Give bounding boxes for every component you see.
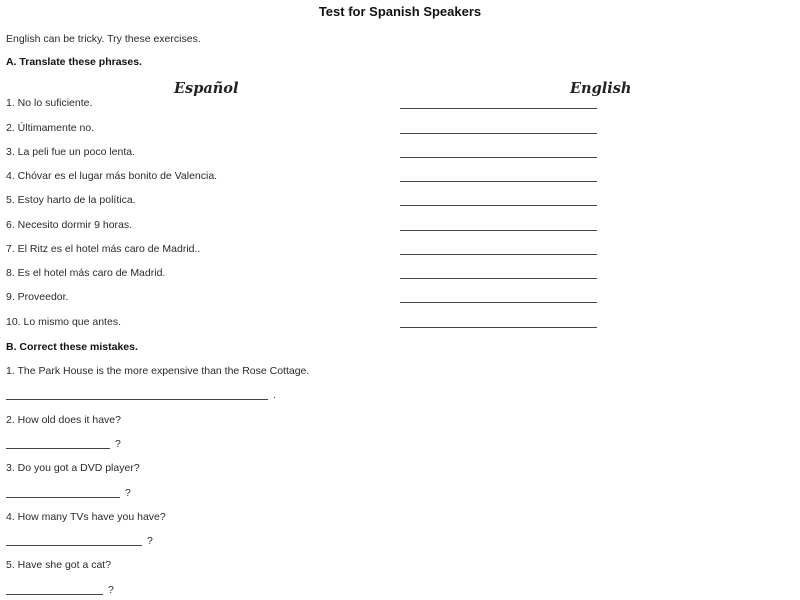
- spanish-phrase: 7. El Ritz es el hotel más caro de Madrid..: [6, 243, 201, 255]
- column-header-english: English: [570, 80, 632, 97]
- mistake-sentence: 2. How old does it have?: [6, 414, 121, 426]
- mistake-sentence: 1. The Park House is the more expensive than the Rose Cottage.: [6, 365, 310, 377]
- sentence-end-punctuation: ?: [125, 487, 131, 499]
- page-title: Test for Spanish Speakers: [318, 4, 482, 19]
- mistake-sentence: 4. How many TVs have you have?: [6, 511, 166, 523]
- spanish-phrase: 6. Necesito dormir 9 horas.: [6, 219, 133, 231]
- correction-blank[interactable]: [6, 448, 110, 449]
- spanish-phrase: 10. Lo mismo que antes.: [6, 316, 121, 328]
- correction-blank[interactable]: [6, 399, 268, 400]
- section-b-heading: B. Correct these mistakes.: [6, 341, 138, 353]
- english-answer-blank[interactable]: [400, 254, 597, 255]
- english-answer-blank[interactable]: [400, 205, 597, 206]
- sentence-end-punctuation: .: [273, 389, 276, 401]
- correction-blank[interactable]: [6, 545, 142, 546]
- english-answer-blank[interactable]: [400, 230, 597, 231]
- column-header-spanish: Español: [174, 80, 239, 97]
- spanish-phrase: 3. La peli fue un poco lenta.: [6, 146, 136, 158]
- correction-blank[interactable]: [6, 497, 120, 498]
- english-answer-blank[interactable]: [400, 108, 597, 109]
- intro-text: English can be tricky. Try these exercises.: [6, 33, 201, 45]
- english-answer-blank[interactable]: [400, 327, 597, 328]
- spanish-phrase: 2. Últimamente no.: [6, 122, 95, 134]
- english-answer-blank[interactable]: [400, 157, 597, 158]
- correction-blank[interactable]: [6, 594, 103, 595]
- mistake-sentence: 5. Have she got a cat?: [6, 559, 112, 571]
- spanish-phrase: 5. Estoy harto de la política.: [6, 194, 136, 206]
- english-answer-blank[interactable]: [400, 181, 597, 182]
- english-answer-blank[interactable]: [400, 278, 597, 279]
- english-answer-blank[interactable]: [400, 302, 597, 303]
- spanish-phrase: 8. Es el hotel más caro de Madrid.: [6, 267, 166, 279]
- sentence-end-punctuation: ?: [108, 584, 114, 596]
- spanish-phrase: 4. Chóvar es el lugar más bonito de Valencia.: [6, 170, 218, 182]
- english-answer-blank[interactable]: [400, 133, 597, 134]
- sentence-end-punctuation: ?: [115, 438, 121, 450]
- spanish-phrase: 9. Proveedor.: [6, 291, 69, 303]
- section-a-heading: A. Translate these phrases.: [6, 56, 142, 68]
- mistake-sentence: 3. Do you got a DVD player?: [6, 462, 140, 474]
- sentence-end-punctuation: ?: [147, 535, 153, 547]
- spanish-phrase: 1. No lo suficiente.: [6, 97, 93, 109]
